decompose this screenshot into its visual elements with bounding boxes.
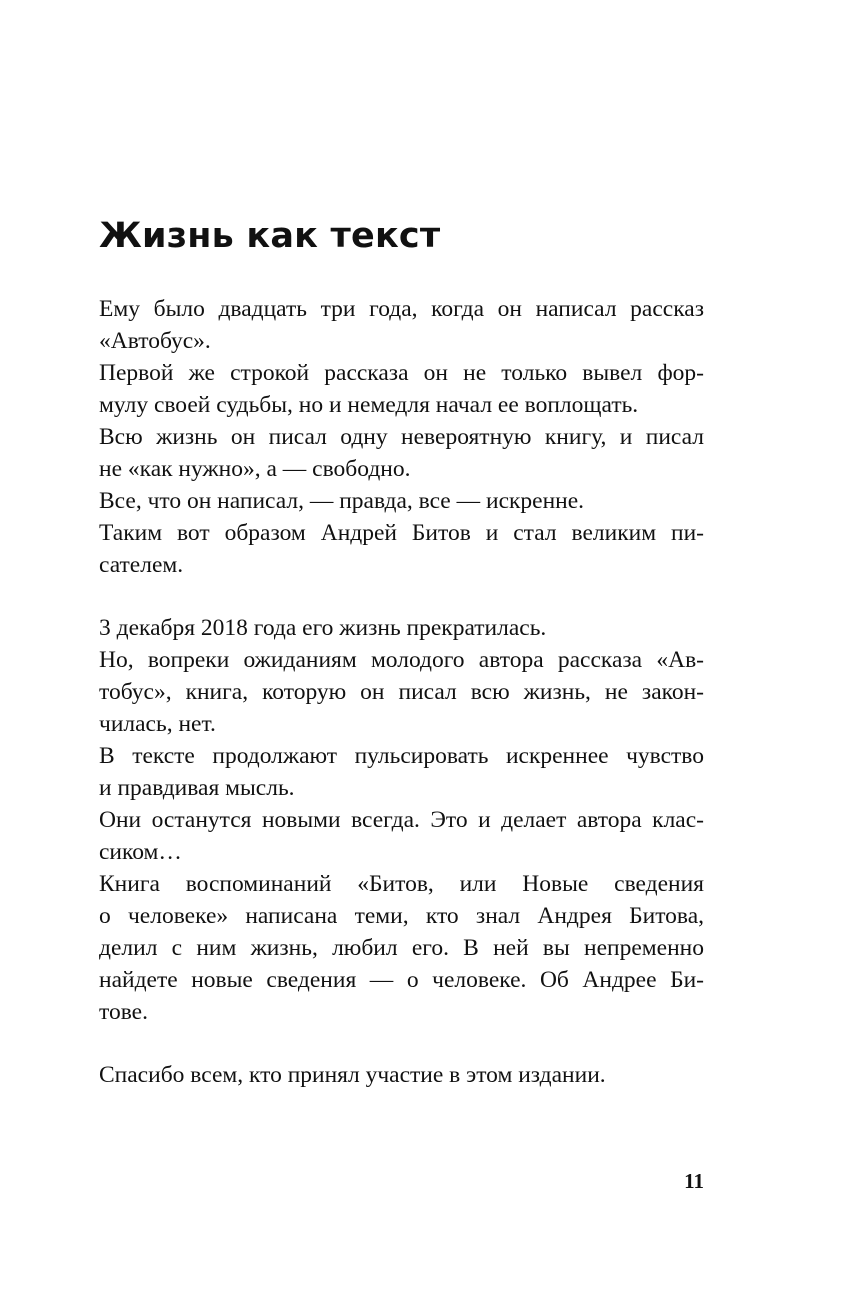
- text-line: тобус», книга, которую он писал всю жизнь, не закон-: [99, 679, 704, 705]
- text-line: Они останутся новыми всегда. Это и делает автора клас-: [99, 807, 704, 833]
- text-line: и правдивая мысль.: [99, 775, 295, 801]
- text-line: не «как нужно», а — свободно.: [99, 456, 411, 482]
- page-number: 11: [684, 1169, 704, 1193]
- text-line: чилась, нет.: [99, 711, 216, 737]
- text-line: Книга воспоминаний «Битов, или Новые сведения: [99, 871, 704, 897]
- text-line: «Автобус».: [99, 328, 211, 354]
- text-line: Ему было двадцать три года, когда он написал рассказ: [99, 296, 704, 322]
- text-line: мулу своей судьбы, но и немедля начал ее воплощать.: [99, 392, 639, 418]
- text-line: Спасибо всем, кто принял участие в этом издании.: [99, 1062, 606, 1088]
- text-line: тове.: [99, 999, 148, 1025]
- text-line: найдете новые сведения — о человеке. Об Андрее Би-: [99, 967, 704, 993]
- text-line: Но, вопреки ожиданиям молодого автора рассказа «Ав-: [99, 647, 704, 673]
- text-line: 3 декабря 2018 года его жизнь прекратилась.: [99, 615, 547, 641]
- text-line: Всю жизнь он писал одну невероятную книгу, и писал: [99, 424, 704, 450]
- text-line: сиком…: [99, 839, 182, 865]
- text-line: В тексте продолжают пульсировать искреннее чувство: [99, 743, 704, 769]
- text-line: делил с ним жизнь, любил его. В ней вы непременно: [99, 935, 704, 961]
- text-line: Все, что он написал, — правда, все — искренне.: [99, 488, 585, 514]
- text-line: Таким вот образом Андрей Битов и стал великим пи-: [99, 520, 704, 546]
- text-line: о человеке» написана теми, кто знал Андрея Битова,: [99, 903, 704, 929]
- text-line: Первой же строкой рассказа он не только вывел фор-: [99, 360, 704, 386]
- chapter-title: Жизнь как текст: [99, 216, 441, 256]
- text-line: сателем.: [99, 552, 184, 578]
